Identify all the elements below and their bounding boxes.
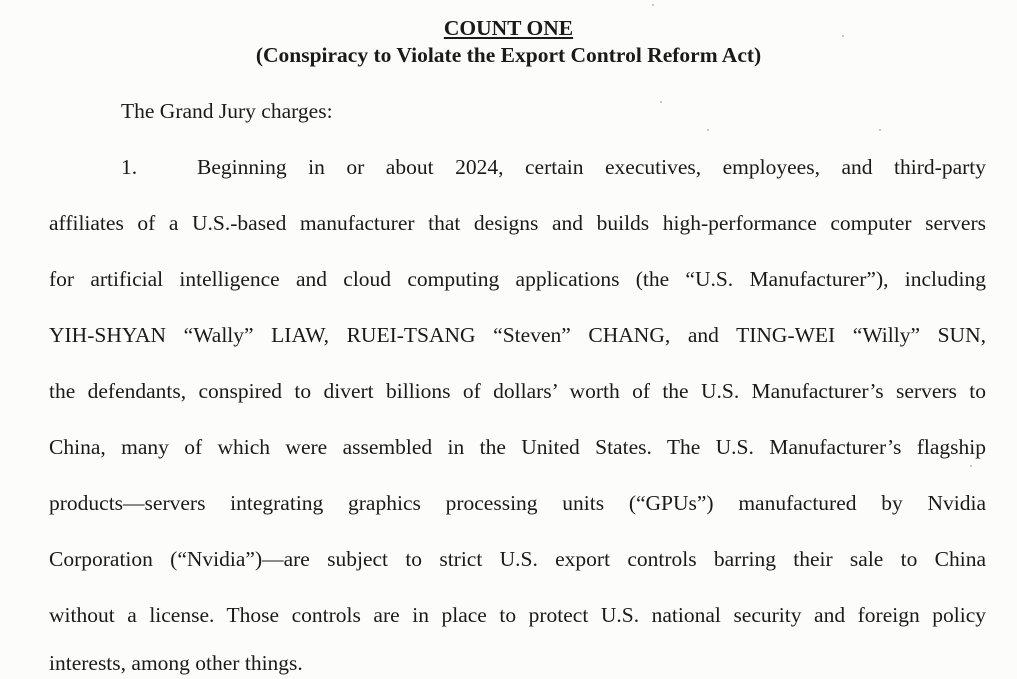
paragraph-line: Beginning in or about 2024, certain executives, employees, and third-party xyxy=(197,155,986,179)
scan-speck xyxy=(652,4,654,6)
paragraph-number: 1. xyxy=(121,155,138,179)
paragraph-line: YIH-SHYAN “Wally” LIAW, RUEI-TSANG “Steven” CHANG, and TING-WEI “Willy” SUN, xyxy=(49,323,986,347)
scan-speck xyxy=(879,129,881,131)
paragraph-line: interests, among other things. xyxy=(49,651,303,675)
grand-jury-intro: The Grand Jury charges: xyxy=(121,99,333,123)
paragraph-line: affiliates of a U.S.-based manufacturer that designs and builds high-performance computer servers xyxy=(49,211,986,235)
scan-speck xyxy=(707,129,709,131)
paragraph-line: products—servers integrating graphics processing units (“GPUs”) manufactured by Nvidia xyxy=(49,491,986,515)
paragraph-line: without a license. Those controls are in place to protect U.S. national security and foreign policy xyxy=(49,603,986,627)
paragraph-line: the defendants, conspired to divert billions of dollars’ worth of the U.S. Manufacturer’s servers to xyxy=(49,379,986,403)
count-subtitle: (Conspiracy to Violate the Export Control Reform Act) xyxy=(255,43,762,67)
paragraph-line: China, many of which were assembled in the United States. The U.S. Manufacturer’s flagship xyxy=(49,435,986,459)
scan-speck xyxy=(970,465,972,467)
count-title: COUNT ONE xyxy=(443,16,574,40)
paragraph-line: for artificial intelligence and cloud computing applications (the “U.S. Manufacturer”), including xyxy=(49,267,986,291)
paragraph-line: Corporation (“Nvidia”)—are subject to strict U.S. export controls barring their sale to China xyxy=(49,547,986,571)
scan-speck xyxy=(660,101,662,103)
